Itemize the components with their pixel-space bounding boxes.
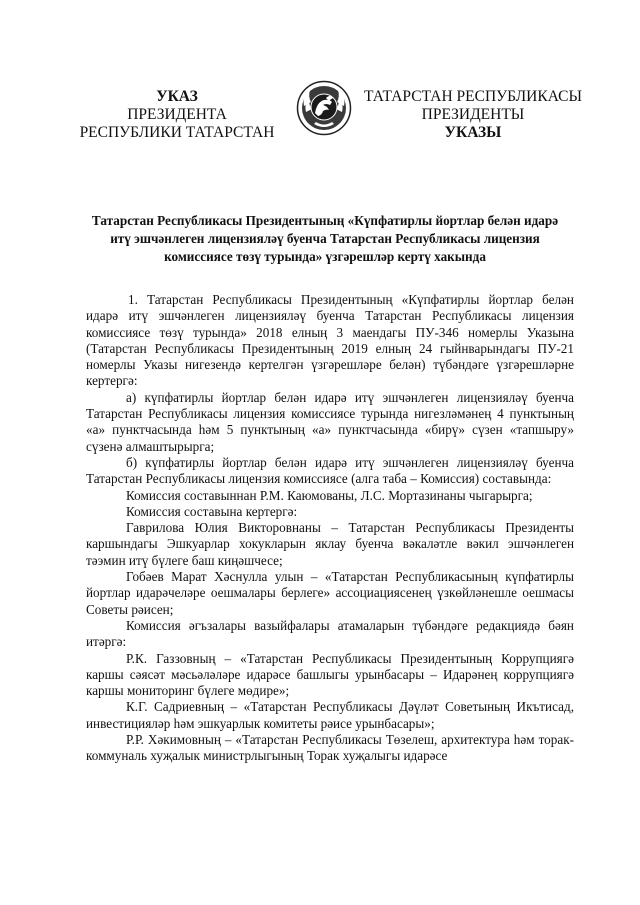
- paragraph-10: К.Г. Садриевның – «Татарстан Республикасы Дәүләт Советының Икътисад, инвестицияләр һәм эшкуарлык комитеты рәисе урынбасары»;: [86, 699, 574, 731]
- header-right-line1: ТАТАРСТАН РЕСПУБЛИКАСЫ: [364, 88, 582, 105]
- document-body: [86, 292, 574, 765]
- header-left-line2: ПРЕЗИДЕНТА: [127, 106, 227, 123]
- paragraph-9: Р.К. Газзовның – «Татарстан Республикасы Президентының Коррупциягә каршы сәясәт мәсьәләләре идарәсе башлыгы урынбасары – Идарәнең коррупциягә каршы мониторинг бүлеге мөдире»;: [86, 650, 574, 699]
- header-left-block: [72, 88, 282, 142]
- paragraph-8: Комиссия әгъзалары вазыйфалары атамаларын түбәндәге редакциядә бәян итәргә:: [86, 617, 574, 650]
- header-left-line1: УКАЗ: [156, 88, 198, 105]
- paragraph-11: Р.Р. Хәкимовның – «Татарстан Республикасы Төзелеш, архитектура һәм торак-коммуналь хуҗалык министрлыгының Торак хуҗалыгы идарәсе: [86, 732, 574, 764]
- paragraph-6: Гаврилова Юлия Викторовнаны – Татарстан Республикасы Президенты каршындагы Эшкуарлар хокукларын яклау буенча вәкаләтле вәкил эшчәнлеген тәэмин итү бүлеге баш киңәшчесе;: [86, 520, 574, 568]
- paragraph-5: Комиссия составына кертергә:: [126, 503, 298, 519]
- document-title: Татарстан Республикасы Президентының «Күпфатирлы йортлар белән идарә итү эшчәнлеген лицензияләү буенча Татарстан Республикасы лицензия комиссиясе төзү турында» үзгәрешләр кертү хакында: [91, 213, 559, 264]
- paragraph-2: а) күпфатирлы йортлар белән идарә итү эшчәнлеген лицензияләү буенча Татарстан Республикасы лицензия комиссиясе турында нигезләмәнең 4 пунктының «а» пунктчасында һәм 5 пунктының «а» пунктчасында «бирү» сүзен «тапшыру» сүзенә алмаштырырга;: [86, 389, 574, 454]
- header-right-block: [362, 88, 584, 142]
- coat-of-arms-icon: [296, 80, 352, 136]
- paragraph-7: Гобәев Марат Хәснулла улын – «Татарстан Республикасының күпфатирлы йортлар идарәчеләре оешмалары берлеге» ассоциациясенең үзкөйләнешле оешмасы Советы рәисен;: [86, 569, 574, 617]
- header-left-line3: РЕСПУБЛИКИ ТАТАРСТАН: [79, 124, 275, 141]
- header-right-line3: УКАЗЫ: [444, 124, 502, 141]
- paragraph-3: б) күпфатирлы йортлар белән идарә итү эшчәнлеген лицензияләү буенча Татарстан Республикасы лицензия комиссиясе (алга таба – Комиссия) составында:: [86, 454, 574, 487]
- paragraph-1: 1. Татарстан Республикасы Президентының «Күпфатирлы йортлар белән идарә итү эшчәнлеген лицензияләү буенча Татарстан Республикасы лицензия комиссиясе төзү турында» 2018 елның 3 маендагы ПУ-346 номерлы Указына (Татарстан Республикасы Президентының 2019 елның 24 гыйнварындагы ПУ-21 номерлы Указы нигезендә кертелгән үзгәрешләре белән) түбәндәге үзгәрешләрне кертергә:: [86, 292, 574, 389]
- header-right-line2: ПРЕЗИДЕНТЫ: [421, 106, 525, 123]
- paragraph-4: Комиссия составыннан Р.М. Каюмованы, Л.С. Мортазинаны чыгарырга;: [126, 487, 533, 503]
